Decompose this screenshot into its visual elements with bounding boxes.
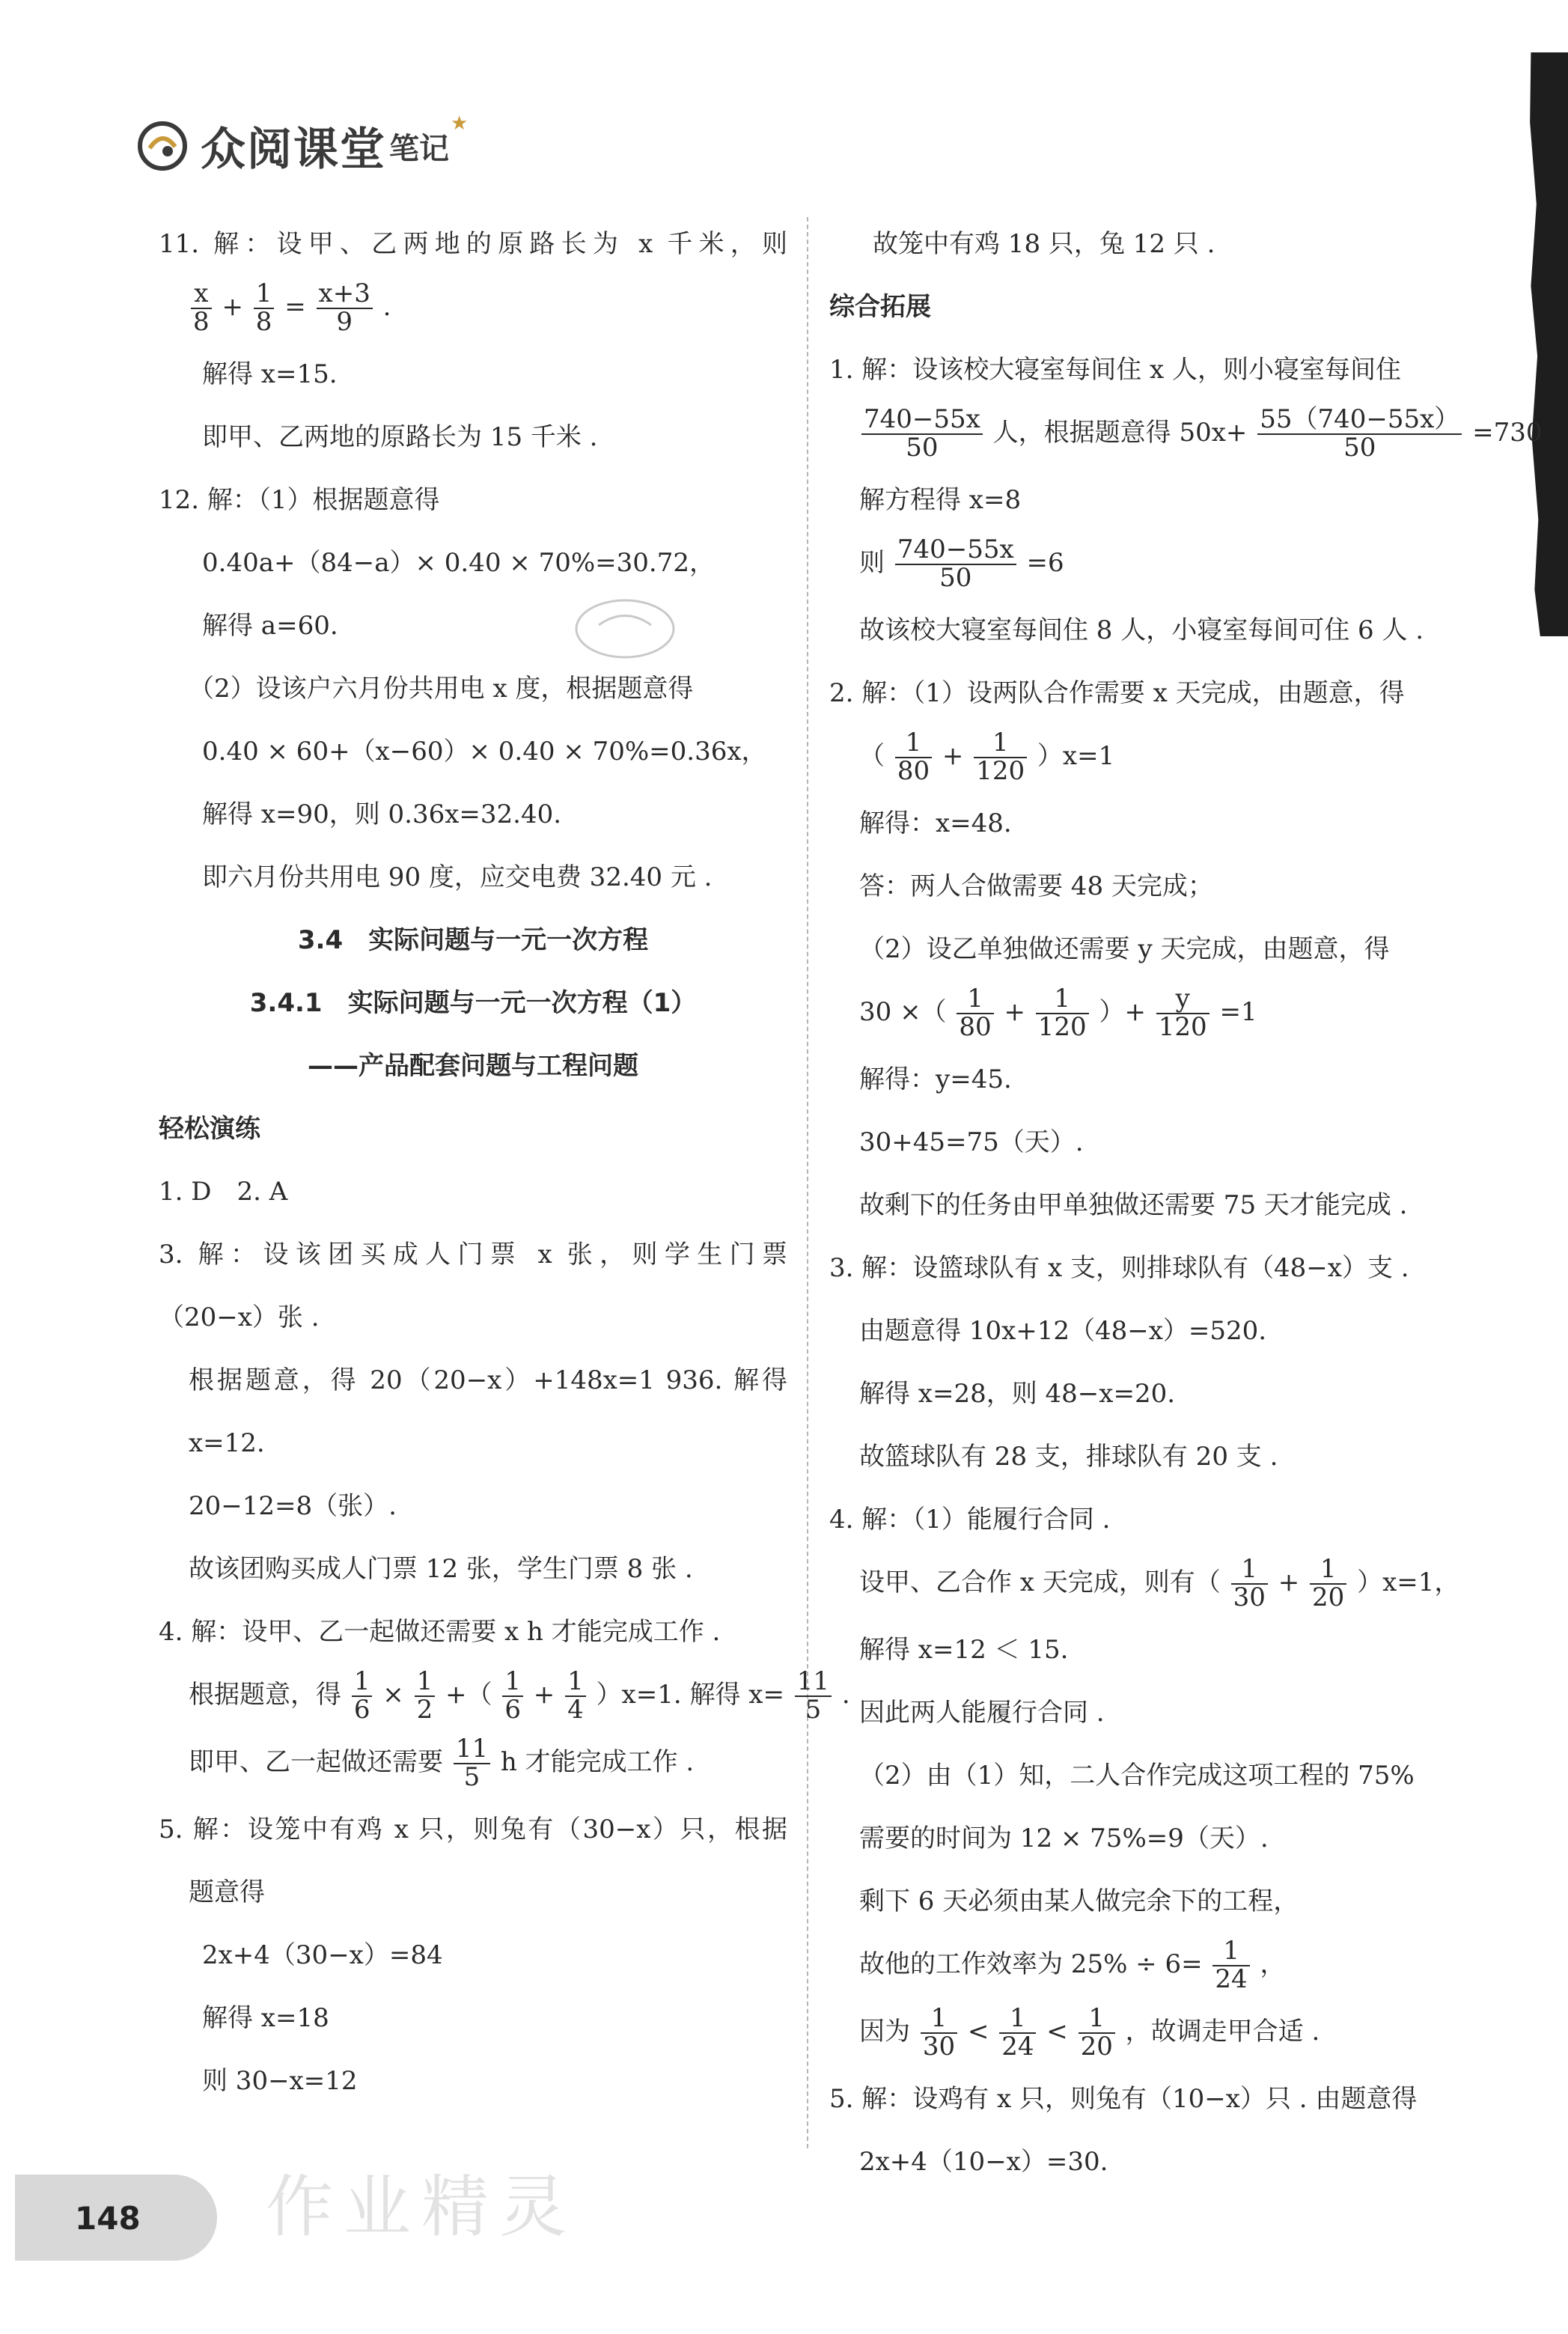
- fraction: [999, 2005, 1036, 2060]
- fraction: [861, 406, 983, 461]
- numerator: 1: [1036, 986, 1089, 1014]
- text-line: 0.40 × 60+（x−60）× 0.40 × 70%=0.36x，: [202, 737, 767, 767]
- text-fragment: .: [382, 292, 391, 322]
- denominator: 6: [504, 1695, 521, 1725]
- text-fragment: 则: [859, 548, 885, 578]
- text-line: （2）设该户六月份共用电 x 度，根据题意得: [189, 674, 694, 704]
- numerator: 11: [454, 1736, 490, 1764]
- numerator: 1: [565, 1669, 586, 1697]
- operator: +: [222, 292, 243, 322]
- operator: =: [284, 292, 306, 322]
- numerator: x+3: [317, 281, 373, 309]
- text-fragment: 故他的工作效率为 25% ÷ 6=: [859, 1949, 1203, 1979]
- equation-line: [159, 275, 787, 343]
- operator: ×: [382, 1680, 404, 1710]
- text-line: 故剩下的任务由甲单独做还需要 75 天才能完成 .: [859, 1190, 1408, 1220]
- text-line: 30+45=75（天）.: [859, 1127, 1084, 1157]
- text-line: 故笼中有鸡 18 只，兔 12 只 .: [873, 229, 1215, 259]
- numerator: 1: [254, 281, 275, 309]
- text-fragment: =1: [1219, 997, 1257, 1027]
- denominator: 120: [1037, 1012, 1087, 1042]
- text-fragment: 因为: [859, 2017, 910, 2047]
- text-line: 2. 解：（1）设两队合作需要 x 天完成，由题意，得: [829, 678, 1405, 708]
- denominator: 30: [1233, 1582, 1266, 1612]
- text-line: 由题意得 10x+12（48−x）=520.: [859, 1316, 1267, 1346]
- right-column: [829, 213, 1543, 2193]
- fraction: [921, 2005, 957, 2060]
- text-fragment: ）x=1: [1037, 741, 1115, 771]
- text-line: 剩下 6 天必须由某人做完余下的工程，: [859, 1886, 1299, 1916]
- text-fragment: 人，根据题意得 50x+: [992, 418, 1248, 448]
- text-line: 即甲、乙两地的原路长为 15 千米 .: [202, 422, 598, 452]
- text-fragment: ，: [1260, 1949, 1286, 1979]
- equation-line: [829, 725, 1473, 792]
- text-line: 1. 解：设该校大寝室每间住 x 人，则小寝室每间住: [829, 355, 1402, 385]
- text-line: 解得 x=12 ＜ 15.: [859, 1635, 1069, 1665]
- numerator: 1: [999, 2005, 1036, 2034]
- numerator: 740−55x: [895, 537, 1016, 565]
- fraction: [1310, 1556, 1346, 1611]
- text-line: 故篮球队有 28 支，排球队有 20 支 .: [859, 1442, 1278, 1472]
- text-line: 2x+4（30−x）=84: [202, 1940, 443, 1970]
- text-line: 解得：y=45.: [859, 1064, 1012, 1094]
- denominator: 4: [567, 1695, 584, 1725]
- left-column: [159, 213, 850, 2112]
- column-divider: [807, 217, 808, 2148]
- fraction: [415, 1666, 436, 1725]
- numerator: 1: [921, 2005, 957, 2034]
- text-line: 5. 解：设笼中有鸡 x 只，则兔有（30−x）只，根据: [159, 1815, 787, 1844]
- fraction: [352, 1666, 373, 1725]
- denominator: 20: [1080, 2032, 1113, 2062]
- text-line: 2x+4（10−x）=30.: [859, 2147, 1108, 2177]
- operator: +: [533, 1680, 555, 1710]
- equation-line: [159, 1731, 787, 1798]
- logo-main-text: 众阅课堂: [201, 124, 386, 176]
- numerator: 11: [795, 1669, 832, 1697]
- fraction: [1079, 2005, 1115, 2060]
- star-icon: ★: [451, 112, 469, 135]
- numerator: 1: [1231, 1556, 1268, 1585]
- denominator: 50: [939, 563, 972, 593]
- fraction: [974, 730, 1027, 784]
- numerator: x: [191, 281, 212, 309]
- text-line: 3. 解：设篮球队有 x 支，则排球队有（48−x）支 .: [829, 1253, 1409, 1283]
- text-line: （20−x）张 .: [159, 1302, 320, 1332]
- fraction: [957, 986, 993, 1040]
- equation-line: [829, 981, 1473, 1048]
- fraction: [1257, 406, 1462, 461]
- text-fragment: 即甲、乙一起做还需要: [189, 1747, 443, 1777]
- equation-line: [159, 1663, 850, 1731]
- fraction: [454, 1736, 490, 1791]
- fraction: [502, 1666, 523, 1725]
- text-line: 20−12=8（张）.: [189, 1491, 397, 1521]
- text-line: 0.40a+（84−a）× 0.40 × 70%=30.72，: [202, 548, 715, 578]
- numerator: 1: [1212, 1938, 1249, 1966]
- subsection-heading: 3.4.1 实际问题与一元一次方程（1）: [249, 988, 697, 1018]
- fraction: [565, 1666, 586, 1725]
- text-line: 解得 x=15.: [202, 359, 338, 389]
- text-line: 解得 a=60.: [202, 611, 338, 641]
- denominator: 20: [1312, 1582, 1345, 1612]
- text-line: 4. 解：设甲、乙一起做还需要 x h 才能完成工作 .: [159, 1617, 721, 1647]
- numerator: 55（740−55x）: [1257, 406, 1462, 435]
- numerator: 1: [352, 1669, 373, 1697]
- text-line: 因此两人能履行合同 .: [859, 1698, 1105, 1728]
- operator: <: [1046, 2017, 1068, 2047]
- text-line: 3. 解：设该团买成人门票 x 张，则学生门票: [159, 1240, 787, 1270]
- text-fragment: ）x=1. 解得 x=: [596, 1680, 784, 1710]
- text-line: 4. 解：（1）能履行合同 .: [829, 1505, 1111, 1535]
- equation-line: [829, 2000, 1473, 2068]
- fraction: [1036, 986, 1089, 1040]
- text-line: 11. 解：设甲、乙两地的原路长为 x 千米，则: [159, 229, 787, 259]
- operator: +（: [445, 1680, 492, 1710]
- numerator: y: [1156, 986, 1209, 1014]
- denominator: 24: [1215, 1964, 1248, 1994]
- text-line: 解方程得 x=8: [859, 485, 1022, 515]
- denominator: 30: [922, 2032, 956, 2062]
- fraction: [191, 278, 212, 337]
- text-line: 题意得: [189, 1877, 265, 1907]
- text-fragment: =730: [1472, 418, 1543, 448]
- numerator: 1: [1079, 2005, 1115, 2034]
- denominator: 9: [336, 307, 353, 337]
- fraction: [1212, 1938, 1249, 1993]
- equation-line: [829, 401, 1543, 469]
- text-fragment: .: [841, 1680, 850, 1710]
- fraction: [1231, 1556, 1268, 1611]
- equation-line: [829, 531, 1473, 599]
- text-fragment: h 才能完成工作 .: [500, 1747, 695, 1777]
- text-line: 解得 x=18: [202, 2003, 329, 2033]
- denominator: 120: [1158, 1012, 1207, 1042]
- page-number-tab: [15, 2175, 217, 2261]
- fraction: [1156, 986, 1209, 1040]
- denominator: 5: [805, 1695, 822, 1725]
- text-fragment: 30 ×（: [859, 997, 947, 1027]
- fraction: [254, 278, 275, 337]
- numerator: 740−55x: [861, 406, 983, 435]
- header-logo: [135, 112, 468, 180]
- logo-small-text: 笔记: [389, 131, 449, 166]
- denominator: 80: [897, 756, 930, 786]
- watermark-text: 作业精灵: [266, 2168, 577, 2246]
- exercise-heading: 综合拓展: [829, 292, 931, 322]
- text-line: 则 30−x=12: [202, 2066, 358, 2096]
- text-line: 故该团购买成人门票 12 张，学生门票 8 张 .: [189, 1554, 693, 1584]
- denominator: 120: [976, 756, 1025, 786]
- text-fragment: ，故调走甲合适 .: [1125, 2017, 1320, 2047]
- page-edge-shadow: [1522, 52, 1568, 636]
- numerator: 1: [895, 730, 932, 758]
- text-line: 解得：x=48.: [859, 808, 1012, 838]
- operator: <: [967, 2017, 989, 2047]
- text-line: x=12.: [189, 1428, 265, 1458]
- denominator: 24: [1001, 2032, 1034, 2062]
- fraction: [895, 534, 1016, 593]
- denominator: 80: [959, 1012, 992, 1042]
- text-line: 根据题意，得 20（20−x）+148x=1 936. 解得: [189, 1365, 787, 1395]
- text-fragment: （: [859, 741, 885, 771]
- denominator: 8: [255, 307, 272, 337]
- text-line: （2）设乙单独做还需要 y 天完成，由题意，得: [859, 934, 1390, 964]
- text-fragment: 设甲、乙合作 x 天完成，则有（: [859, 1567, 1221, 1597]
- denominator: 2: [416, 1695, 433, 1725]
- text-line: 故该校大寝室每间住 8 人，小寝室每间可住 6 人 .: [859, 615, 1424, 645]
- text-fragment: ）x=1，: [1357, 1567, 1460, 1597]
- text-line: 12. 解：（1）根据题意得: [159, 485, 440, 515]
- numerator: 1: [974, 730, 1027, 758]
- fraction: [795, 1666, 832, 1725]
- equation-line: [829, 1933, 1473, 2000]
- text-line: 解得 x=90，则 0.36x=32.40.: [202, 799, 562, 829]
- numerator: 1: [957, 986, 993, 1014]
- denominator: 50: [1343, 433, 1376, 463]
- text-fragment: ）+: [1099, 997, 1146, 1027]
- fraction: [895, 730, 932, 784]
- text-line: 5. 解：设鸡有 x 只，则兔有（10−x）只 . 由题意得: [829, 2084, 1418, 2114]
- logo-swirl-icon: [135, 118, 190, 174]
- text-line: 即六月份共用电 90 度，应交电费 32.40 元 .: [202, 862, 713, 892]
- section-heading: 3.4 实际问题与一元一次方程: [297, 925, 649, 955]
- denominator: 5: [463, 1762, 481, 1792]
- denominator: 50: [906, 433, 939, 463]
- equation-line: [829, 1551, 1473, 1618]
- exercise-heading: 轻松演练: [159, 1114, 260, 1144]
- numerator: 1: [502, 1669, 523, 1697]
- text-line: 需要的时间为 12 × 75%=9（天）.: [859, 1823, 1269, 1853]
- page-number: 148: [75, 2200, 141, 2237]
- text-line: 解得 x=28，则 48−x=20.: [859, 1379, 1176, 1409]
- text-line: 答：两人合做需要 48 天完成；: [859, 871, 1213, 901]
- operator: +: [1278, 1567, 1300, 1597]
- operator: +: [1004, 997, 1025, 1027]
- text-fragment: =6: [1026, 548, 1064, 578]
- numerator: 1: [1310, 1556, 1346, 1585]
- fraction: [317, 278, 373, 337]
- operator: +: [942, 741, 964, 771]
- text-fragment: 根据题意，得: [189, 1680, 341, 1710]
- numerator: 1: [415, 1669, 436, 1697]
- subtitle-heading: ——产品配套问题与工程问题: [308, 1051, 638, 1081]
- text-line: 1. D 2. A: [159, 1177, 288, 1207]
- text-line: （2）由（1）知，二人合作完成这项工程的 75%: [859, 1761, 1415, 1791]
- denominator: 6: [353, 1695, 370, 1725]
- denominator: 8: [193, 307, 210, 337]
